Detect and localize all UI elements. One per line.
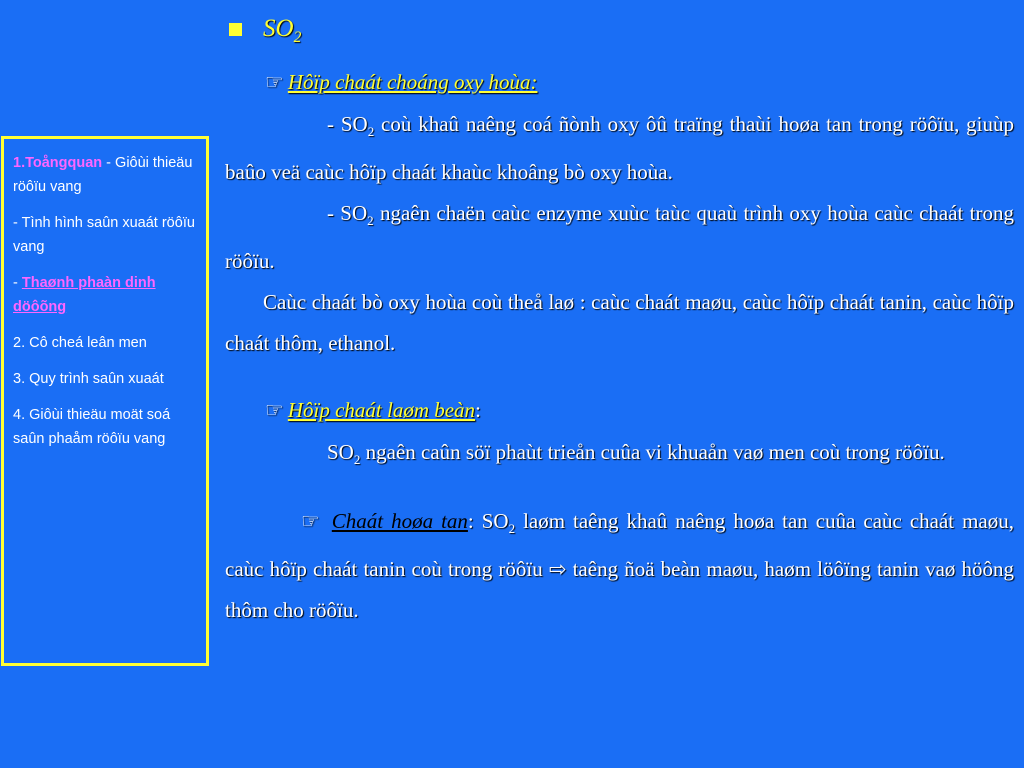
paragraph [225,432,1014,480]
sidebar-item-highlight: quan [67,155,103,171]
heading-colon: : [475,398,481,423]
heading-text: Chaát hoøa tan [331,508,468,533]
sidebar-item-prefix: - [13,275,22,291]
title-text: SO [263,15,294,42]
arrow-right-icon: ⇨ [548,556,567,581]
sidebar-item-fermentation[interactable]: 2. Cô cheá leân men [13,335,147,351]
paragraph [225,193,1014,282]
text-run: ngaên caûn söï phaùt trieån cuûa vi khuaån vaø men coù trong röôïu. [360,440,945,465]
pointing-hand-icon: ☞ [301,508,320,533]
text-run: : SO [467,508,509,533]
text-run: coù khaû naêng coá ñònh oxy ôû traïng thaùi hoøa tan trong röôïu, giuùp baûo veä caùc hôïp chaát khaùc khoâng bò oxy hoùa. [225,112,1014,185]
square-bullet-icon [229,23,242,36]
page-title [263,10,301,57]
main-content [225,10,1014,631]
sidebar-item-composition[interactable] [13,271,198,319]
sidebar-menu [1,136,209,666]
title-subscript: 2 [293,29,302,46]
subscript: 2 [353,452,361,468]
text-run: - SO [327,112,368,136]
title-row [225,10,1014,54]
sidebar-item-introduction[interactable] [13,151,198,199]
paragraph: Caùc chaát bò oxy hoùa coù theå laø : caùc chaát maøu, caùc hôïp chaát tanin, caùc hôïp chaát thôm, ethanol. [225,290,1014,356]
pointing-hand-icon: ☞ [265,70,284,94]
section-heading-antioxidant [265,62,1014,104]
subscript: 2 [367,124,375,140]
sidebar-item-process[interactable]: 3. Quy trình saûn xuaát [13,371,164,387]
sidebar-item-label: - Giôùi thieäu röôïu vang [13,155,193,195]
paragraph-solubility [225,501,1014,631]
sidebar-item-products[interactable]: 4. Giôùi thieäu moät soá saûn phaåm röôïu vang [13,407,171,447]
text-run: laøm taêng khaû naêng hoøa tan cuûa caùc chaát maøu, caùc hôïp chaát tanin coù trong röôïu [225,508,1014,581]
text-run: - SO [327,201,368,226]
sidebar-item-production[interactable]: - Tình hình saûn xuaát röôïu vang [13,215,195,255]
sidebar-item-active-label: Thaønh phaàn dinh döôõng [13,275,156,315]
heading-text: Hôïp chaát choáng oxy hoùa: [287,70,538,94]
subscript: 2 [367,213,374,229]
sidebar-item-number: 1.Toång [13,155,68,171]
paragraph [225,104,1014,193]
text-run: taêng ñoä beàn maøu, haøm löôïng tanin vaø höông thôm cho röôïu. [225,556,1014,622]
pointing-hand-icon: ☞ [265,398,284,423]
heading-text: Hôïp chaát laøm beàn [287,398,476,423]
text-run: SO [327,440,354,465]
subscript: 2 [508,520,516,536]
section-heading-stabilizer [265,390,1014,432]
text-run: ngaên chaën caùc enzyme xuùc taùc quaù trình oxy hoùa caùc chaát trong röôïu. [225,201,1014,274]
